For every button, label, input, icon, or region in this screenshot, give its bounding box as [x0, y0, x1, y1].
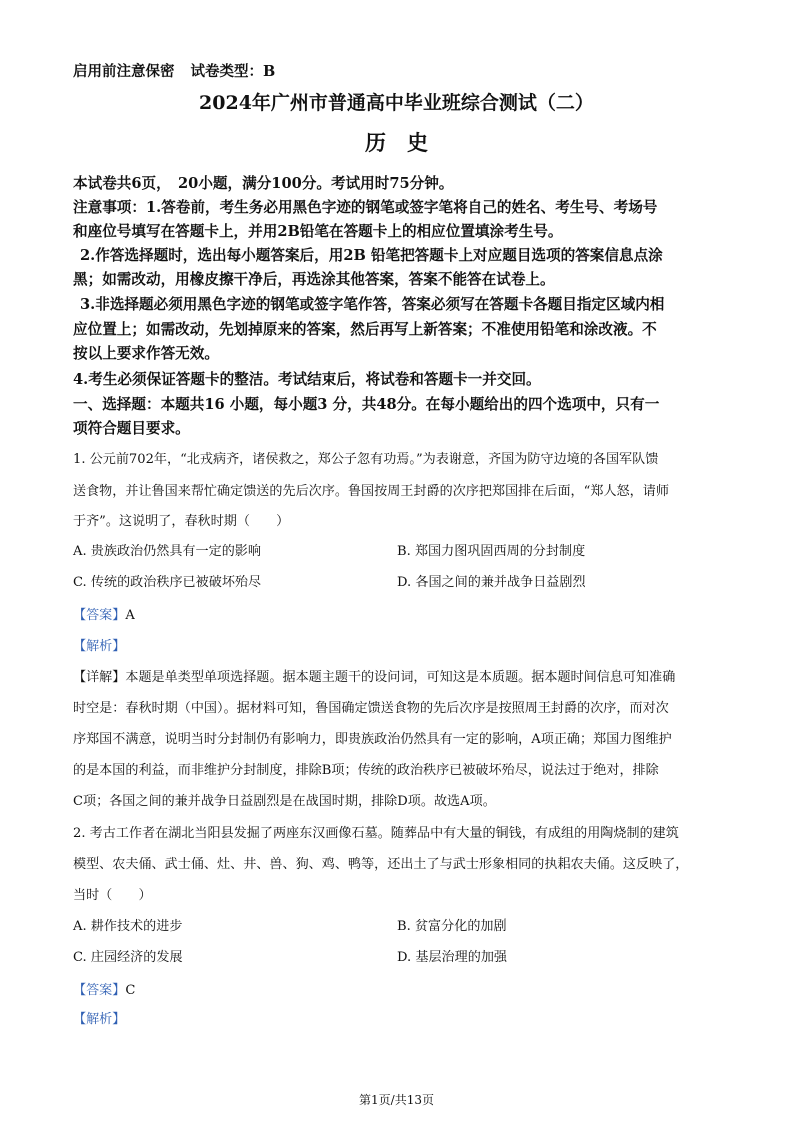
question-1-stem: 1. 公元前702年，“北戎病齐，诸侯救之，郑公子忽有功焉。”为表谢意，齐国为防守边境的各国军队馈: [73, 452, 659, 467]
detail-label: 【详解】: [73, 670, 126, 685]
notice-line: 3.非选择题必须用黑色字迹的钢笔或签字笔作答，答案必须写在答题卡各题目指定区域内相: [80, 296, 665, 313]
question-2-stem: 2. 考古工作者在湖北当阳县发掘了两座东汉画像石墓。随葬品中有大量的铜钱，有成组的用陶烧制的建筑: [73, 826, 679, 841]
answer-label: 【答案】: [73, 983, 126, 998]
question-1-option-d: D. 各国之间的兼并战争日益剧烈: [397, 575, 586, 590]
notice-line: 和座位号填写在答题卡上，并用2B铅笔在答题卡上的相应位置填涂考生号。: [73, 223, 563, 240]
notice-intro: 本试卷共6页， 20小题，满分100分。考试用时75分钟。: [73, 175, 454, 192]
question-1-option-a: A. 贵族政治仍然具有一定的影响: [73, 544, 261, 559]
question-1-detail: C项；各国之间的兼并战争日益剧烈是在战国时期，排除D项。故选A项。: [73, 794, 496, 809]
question-2-option-b: B. 贫富分化的加剧: [397, 919, 507, 934]
question-1-option-c: C. 传统的政治秩序已被破坏殆尽: [73, 575, 262, 590]
question-1-answer: [73, 604, 135, 623]
answer-value: C: [125, 983, 136, 998]
question-2-analysis-label: 【解析】: [73, 1012, 126, 1027]
notice-line: 2.作答选择题时，选出每小题答案后，用2B 铅笔把答题卡上对应题目选项的答案信息点涂: [80, 247, 663, 264]
notice-line: 黑；如需改动，用橡皮擦干净后，再选涂其他答案，答案不能答在试卷上。: [73, 271, 555, 288]
question-2-answer: [73, 979, 135, 998]
answer-label: 【答案】: [73, 608, 126, 623]
exam-header: [73, 62, 275, 82]
paper-type: 试卷类型：B: [190, 63, 276, 80]
answer-value: A: [125, 608, 135, 623]
question-2-stem: 模型、农夫俑、武士俑、灶、井、兽、狗、鸡、鸭等，还出土了与武士形象相同的执耜农夫俑。这反映了，: [73, 857, 689, 872]
question-1-detail: 时空是：春秋时期（中国）。据材料可知，鲁国确定馈送食物的先后次序是按照周王封爵的次序，而对次: [73, 701, 669, 716]
notice-line: 按以上要求作答无效。: [73, 345, 219, 362]
notice-line: 注意事项：1.答卷前，考生务必用黑色字迹的钢笔或签字笔将自己的姓名、考生号、考场号: [73, 199, 658, 216]
exam-title: 2024年广州市普通高中毕业班综合测试（二）: [199, 92, 594, 114]
page-number-footer: 第1页/共13页: [359, 1093, 434, 1107]
question-1-detail: 序郑国不满意，说明当时分封制仍有影响力，即贵族政治仍然具有一定的影响，A项正确；郑国力图维护: [73, 732, 672, 747]
question-1-detail: [73, 666, 675, 685]
section-heading: 一、选择题：本题共16 小题，每小题3 分，共48分。在每小题给出的四个选项中，只有一: [73, 396, 660, 413]
notice-line: 4.考生必须保证答题卡的整洁。考试结束后，将试卷和答题卡一并交回。: [73, 371, 541, 388]
notice-line: 应位置上；如需改动，先划掉原来的答案，然后再写上新答案；不准使用铅笔和涂改液。不: [73, 321, 657, 338]
question-1-analysis-label: 【解析】: [73, 639, 126, 654]
question-2-option-d: D. 基层治理的加强: [397, 950, 508, 965]
question-2-option-a: A. 耕作技术的进步: [73, 919, 183, 934]
subject-title: 历 史: [365, 130, 428, 155]
section-heading-cont: 项符合题目要求。: [73, 420, 190, 437]
question-1-option-b: B. 郑国力图巩固西周的分封制度: [397, 544, 586, 559]
detail-text: 本题是单类型单项选择题。据本题主题干的设问词，可知这是本质题。据本题时间信息可知准确: [125, 670, 676, 685]
question-1-stem: 送食物，并让鲁国来帮忙确定馈送的先后次序。鲁国按周王封爵的次序把郑国排在后面，“郑人怒，请师: [73, 484, 669, 499]
question-2-option-c: C. 庄园经济的发展: [73, 950, 183, 965]
question-1-detail: 的是本国的利益，而非维护分封制度，排除B项；传统的政治秩序已被破坏殆尽，说法过于绝对，排除: [73, 763, 659, 778]
confidential-note: 启用前注意保密: [73, 63, 175, 80]
question-1-stem: 于齐”。这说明了，春秋时期（ ）: [73, 514, 290, 529]
question-2-stem: 当时（ ）: [73, 888, 152, 903]
